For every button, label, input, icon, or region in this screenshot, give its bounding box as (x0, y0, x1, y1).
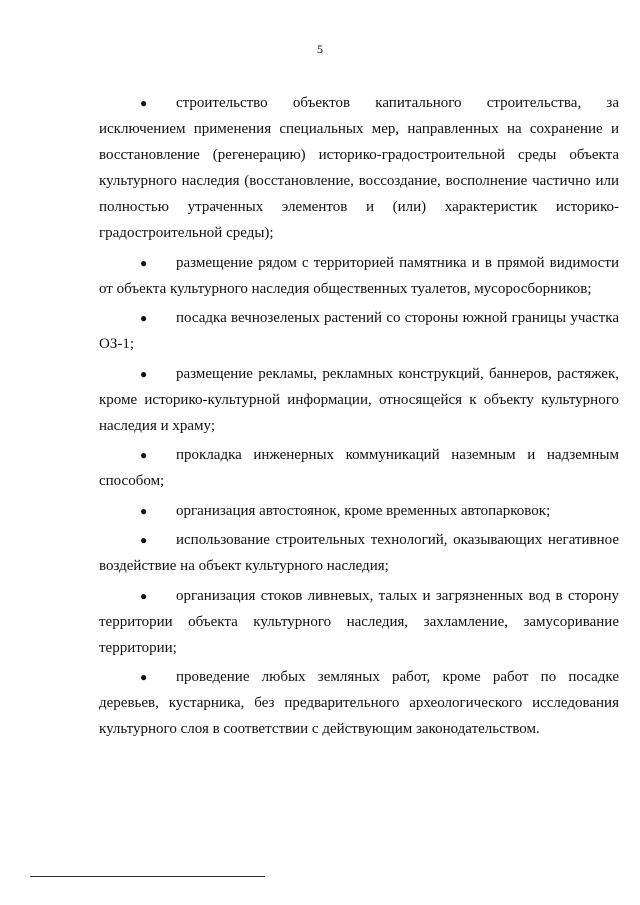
list-item-text: размещение рядом с территорией памятника и в прямой видимости от объекта культурного наследия общественных туалетов, мусоросборников; (99, 254, 619, 297)
list-item-text: прокладка инженерных коммуникаций наземным и надземным способом; (99, 447, 619, 489)
bullet-icon: ● (140, 96, 148, 110)
list-item-text: использование строительных технологий, оказывающих негативное воздействие на объект культурного наследия; (99, 532, 619, 574)
list-item (99, 361, 619, 439)
list-item-text: строительство объектов капитального строительства, за исключением применения специальных мер, направленных на сохранение и восстановление (регенерацию) историко-градостроительной среды объекта культурного наследия (восстановление, воссоздание, восполнение частично или полностью утраченных элементов и (или) характеристик историко-градостроительной среды); (99, 95, 619, 241)
bullet-icon: ● (140, 448, 148, 462)
bullet-icon: ● (140, 366, 148, 381)
bullet-icon: ● (140, 311, 148, 325)
bullet-icon: ● (140, 503, 148, 518)
list-item (99, 498, 619, 524)
list-item-text: организация стоков ливневых, талых и загрязненных вод в сторону территории объекта культурного наследия, захламление, замусоривание территории; (99, 587, 619, 656)
list-item (99, 250, 619, 302)
bullet-icon: ● (140, 255, 148, 270)
page-number: 5 (317, 42, 323, 56)
list-item (99, 90, 619, 246)
bullet-icon: ● (140, 533, 148, 547)
list-item (99, 583, 619, 661)
restrictions-list (99, 90, 619, 746)
list-item (99, 527, 619, 579)
list-item-text: размещение рекламы, рекламных конструкций, баннеров, растяжек, кроме историко-культурной информации, относящейся к объекту культурного наследия и храму; (99, 365, 619, 434)
footer-divider (30, 876, 265, 877)
list-item-text: посадка вечнозеленых растений со стороны южной границы участка ОЗ-1; (99, 310, 619, 352)
bullet-icon: ● (140, 670, 148, 684)
bullet-icon: ● (140, 588, 148, 603)
list-item (99, 664, 619, 742)
list-item-text: проведение любых земляных работ, кроме работ по посадке деревьев, кустарника, без предварительного археологического исследования культурного слоя в соответствии с действующим законодательством. (99, 669, 619, 737)
list-item (99, 442, 619, 494)
list-item-text: организация автостоянок, кроме временных автопарковок; (176, 502, 551, 519)
list-item (99, 305, 619, 357)
